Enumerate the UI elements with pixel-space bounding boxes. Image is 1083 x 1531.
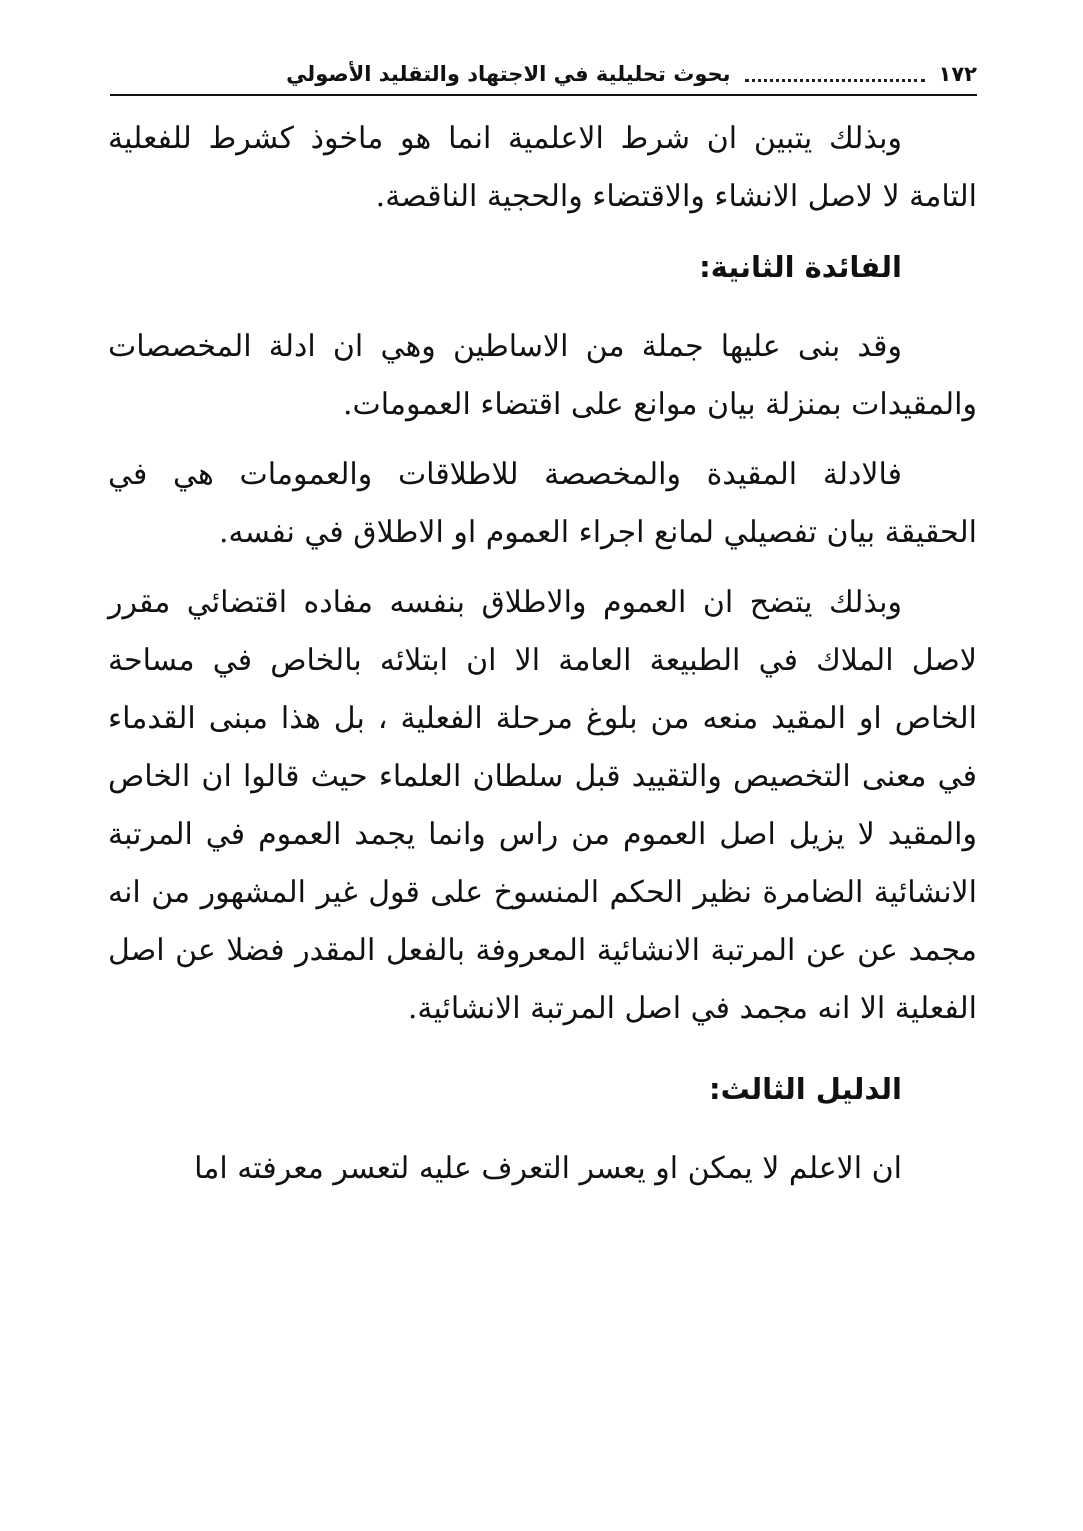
section-heading: الدليل الثالث:	[708, 1072, 902, 1106]
header-dotted-leader	[745, 79, 925, 82]
section-heading: الفائدة الثانية:	[699, 250, 902, 284]
paragraph: فالادلة المقيدة والمخصصة للاطلاقات والعمومات هي في الحقيقة بيان تفصيلي لمانع اجراء العموم او الاطلاق في نفسه.	[108, 457, 977, 550]
paragraph: ان الاعلم لا يمكن او يعسر التعرف عليه لتعسر معرفته اما	[194, 1151, 902, 1186]
paragraph: وبذلك يتبين ان شرط الاعلمية انما هو ماخوذ كشرط للفعلية التامة لا لاصل الانشاء والاقتضاء والحجية الناقصة.	[108, 121, 977, 214]
paragraph: وبذلك يتضح ان العموم والاطلاق بنفسه مفاده اقتضائي مقرر لاصل الملاك في الطبيعة العامة الا ان ابتلائه بالخاص في مساحة الخاص او المقيد منعه من بلوغ مرحلة الفعلية ، بل هذا مبنى القدماء في معنى التخصيص والتقييد قبل سلطان العلماء حيث قالوا ان الخاص والمقيد لا يزيل اصل العموم من راس وانما يجمد العموم في المرتبة الانشائية الضامرة نظير الحكم المنسوخ على قول غير المشهور من انه مجمد عن عن المرتبة الانشائية المعروفة بالفعل المقدر فضلا عن اصل الفعلية الا انه مجمد في اصل المرتبة الانشائية.	[108, 585, 977, 1026]
running-book-title: بحوث تحليلية في الاجتهاد والتقليد الأصولي	[286, 62, 731, 86]
paragraph: وقد بنى عليها جملة من الاساطين وهي ان ادلة المخصصات والمقيدات بمنزلة بيان موانع على اقتضاء العمومات.	[108, 329, 977, 422]
page-body	[108, 110, 977, 1198]
page-number: ١٧٢	[938, 62, 977, 86]
page-header	[110, 54, 977, 96]
